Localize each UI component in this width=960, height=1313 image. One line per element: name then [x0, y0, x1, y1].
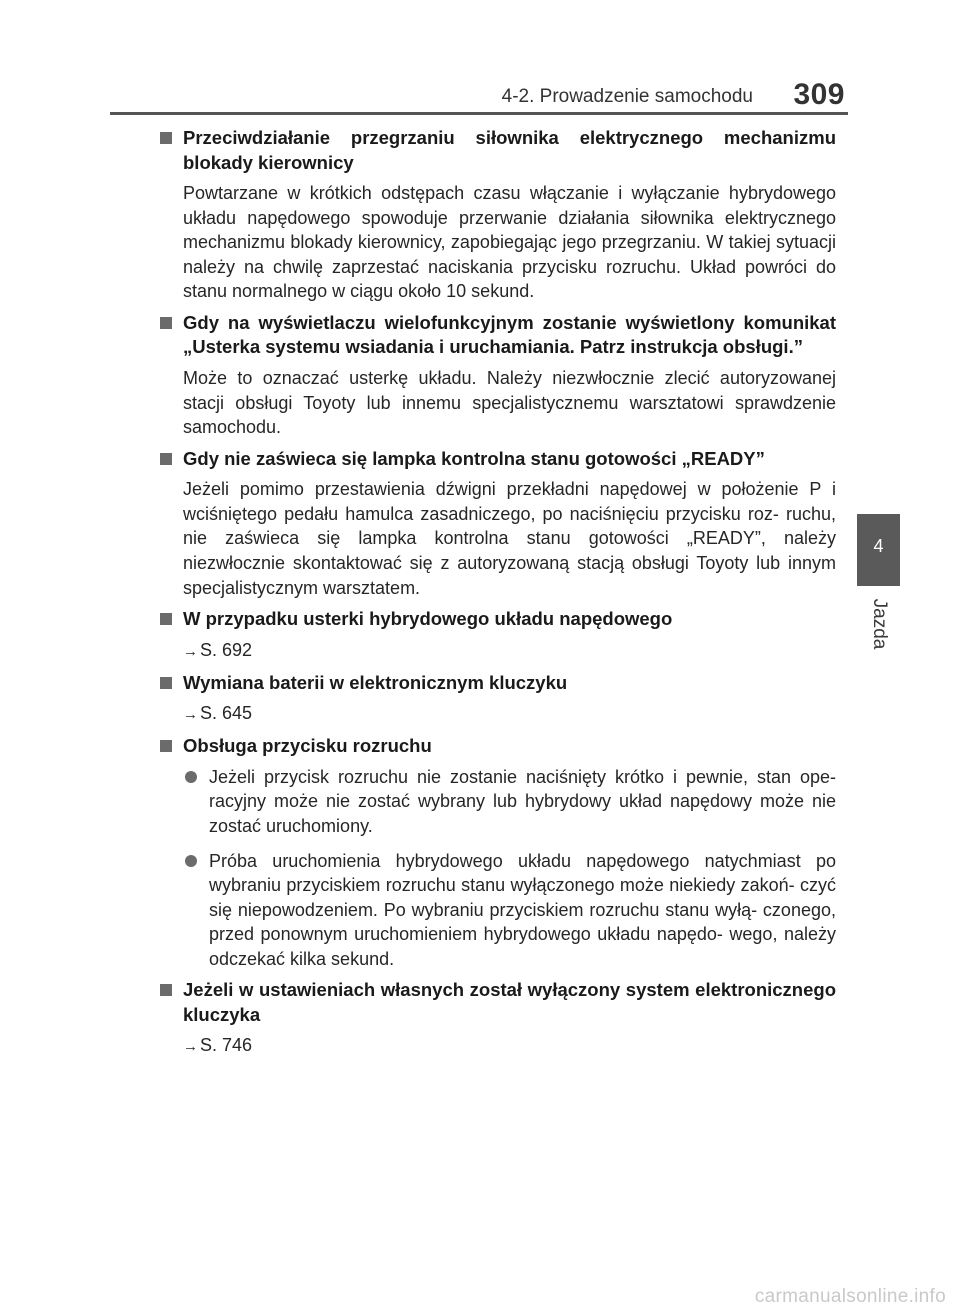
- section-smart-key-disabled: [158, 978, 836, 1059]
- section-malfunction-message: [158, 311, 836, 440]
- section-key-battery: [158, 671, 836, 728]
- section-steering-lock-overheat: [158, 126, 836, 304]
- square-bullet-icon: [160, 613, 172, 625]
- arrow-right-icon: →: [183, 706, 198, 724]
- section-title: Przeciwdziałanie przegrzaniu siłownika elektrycznego mechanizmu blokady kierownicy: [183, 127, 836, 173]
- square-bullet-icon: [160, 984, 172, 996]
- section-body: Powtarzane w krótkich odstępach czasu włączanie i wyłączanie hybrydowego układu napędowego spowoduje przerwanie działania siłownika elektrycznego mechanizmu blokady kierownicy, zapobiegając jego przegrzaniu. W takiej sytuacji należy na chwilę zaprzestać naciskania przycisku rozruchu. Układ powróci do stanu normalnego w ciągu około 10 sekund.: [183, 183, 836, 302]
- header-section-title: 4-2. Prowadzenie samochodu: [501, 86, 753, 107]
- list-item-text: Jeżeli przycisk rozruchu nie zostanie naciśnięty krótko i pewnie, stan ope- racyjny może nie zostać wybrany lub hybrydowy układ napędowy może nie zostać uruchomiony.: [209, 766, 836, 836]
- section-title: Obsługa przycisku rozruchu: [183, 735, 432, 757]
- square-bullet-icon: [160, 677, 172, 689]
- chapter-tab: [857, 514, 900, 586]
- square-bullet-icon: [160, 453, 172, 465]
- header-divider: [110, 112, 848, 115]
- section-title: Gdy nie zaświeca się lampka kontrolna stanu gotowości „READY”: [183, 447, 765, 469]
- page-number: 309: [793, 78, 845, 111]
- arrow-right-icon: →: [183, 1038, 198, 1056]
- chapter-label-text: Jazda: [868, 598, 890, 650]
- section-title: Wymiana baterii w elektronicznym kluczyku: [183, 671, 568, 693]
- page-header: [110, 78, 845, 114]
- list-item: [158, 765, 836, 839]
- section-ready-indicator: [158, 447, 836, 600]
- square-bullet-icon: [160, 132, 172, 144]
- chapter-label: [857, 596, 900, 656]
- square-bullet-icon: [160, 317, 172, 329]
- round-bullet-icon: [185, 855, 197, 867]
- list-item-text: Próba uruchomienia hybrydowego układu napędowego natychmiast po wybraniu przyciskiem rozruchu stanu wyłączonego może niekiedy zakoń- czyć się niepowodzeniem. Po wybraniu przyciskiem rozruchu stanu wyłą- czonego, przed ponownym uruchomieniem hybrydowego układu napędo- wego, należy odczekać kilka sekund.: [209, 850, 836, 969]
- page-reference-link[interactable]: S. 746: [200, 1035, 253, 1056]
- round-bullet-icon: [185, 771, 197, 783]
- page-content: [158, 126, 836, 1066]
- square-bullet-icon: [160, 740, 172, 752]
- chapter-number: 4: [873, 536, 884, 556]
- section-power-switch-operation: [158, 734, 836, 971]
- page-reference-link[interactable]: S. 692: [200, 639, 253, 660]
- section-hybrid-system-malfunction: [158, 607, 836, 664]
- list-item: [158, 849, 836, 972]
- section-body: Może to oznaczać usterkę układu. Należy niezwłocznie zlecić autoryzowanej stacji obsługi Toyoty lub innemu specjalistycznemu warsztatowi sprawdzenie samochodu.: [183, 367, 836, 438]
- section-title: Jeżeli w ustawieniach własnych został wyłączony system elektronicznego kluczyka: [183, 979, 836, 1025]
- page-reference-link[interactable]: S. 645: [200, 703, 253, 724]
- page-reference: [158, 701, 836, 727]
- section-title: Gdy na wyświetlaczu wielofunkcyjnym zostanie wyświetlony komunikat „Usterka systemu wsiadania i uruchamiania. Patrz instrukcja obsługi.”: [183, 311, 836, 358]
- arrow-right-icon: →: [183, 642, 198, 660]
- page-reference: [158, 1033, 836, 1059]
- footer-watermark: carmanualsonline.info: [754, 1286, 946, 1307]
- section-title: W przypadku usterki hybrydowego układu napędowego: [183, 608, 673, 630]
- section-body: Jeżeli pomimo przestawienia dźwigni przekładni napędowej w położenie P i wciśniętego pedału hamulca zasadniczego, po naciśnięciu przycisku roz- ruchu, nie zaświeca się lampka kontrolna stanu gotowości „READY”, należy niezwłocznie skontaktować się z autoryzowaną stacją obsługi Toyoty lub innym specjalistycznym warsztatem.: [183, 479, 836, 598]
- page-reference: [158, 638, 836, 664]
